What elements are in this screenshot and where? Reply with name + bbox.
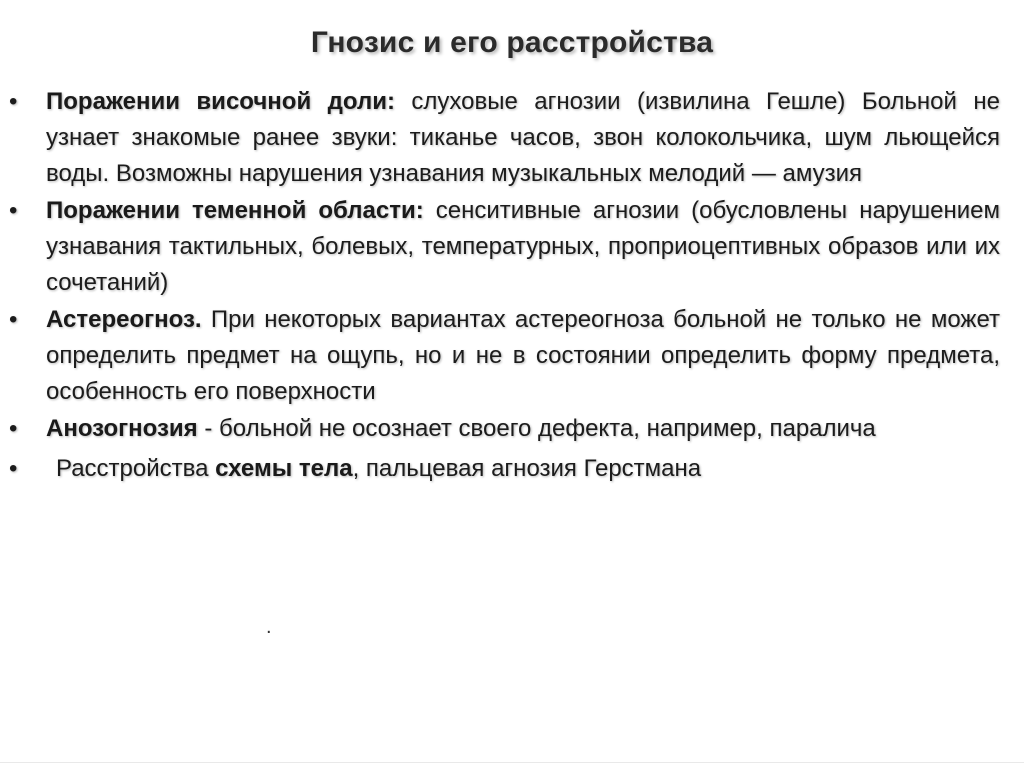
bullet-item-body-schema (0, 451, 1024, 487)
bullet-heading: Поражении височной доли: (46, 88, 395, 115)
bullet-icon: • (9, 197, 18, 224)
bullet-list (0, 84, 1024, 487)
bullet-heading: схемы тела (215, 455, 353, 482)
bullet-text: сенситивные агнозии (обусловлены нарушением узнавания тактильных, болевых, температурных, проприоцептивных образов или их сочетаний) (46, 197, 1000, 296)
bullet-text: - больной не осознает своего дефекта, например, паралича (197, 415, 876, 442)
bottom-divider (0, 762, 1024, 763)
bullet-item-anosognosia (0, 411, 1024, 447)
bullet-text-prefix: Расстройства (56, 455, 216, 482)
bullet-item-temporal-lobe (0, 84, 1024, 192)
stray-dot: . (266, 616, 272, 638)
bullet-text: При некоторых вариантах астереогноза больной не только не может определить предмет на ощупь, но и не в состоянии определить форму предмета, особенность его поверхности (46, 306, 1000, 405)
bullet-text: слуховые агнозии (извилина Гешле) Больной не узнает знакомые ранее звуки: тиканье часов, звон колокольчика, шум льющейся воды. Возможны нарушения узнавания музыкальных мелодий — амузия (46, 88, 1001, 187)
bullet-heading: Анозогнозия (46, 415, 198, 442)
bullet-heading: Поражении теменной области: (46, 197, 424, 224)
bullet-icon: • (9, 455, 18, 482)
bullet-icon: • (9, 88, 18, 115)
bullet-icon: • (9, 306, 18, 333)
bullet-item-parietal-region (0, 193, 1024, 301)
bullet-item-astereognosis (0, 302, 1024, 410)
slide-title: Гнозис и его расстройства (310, 26, 714, 59)
bullet-icon: • (9, 415, 18, 442)
bullet-text: , пальцевая агнозия Герстмана (352, 455, 702, 482)
bullet-heading: Астереогноз. (46, 306, 202, 333)
